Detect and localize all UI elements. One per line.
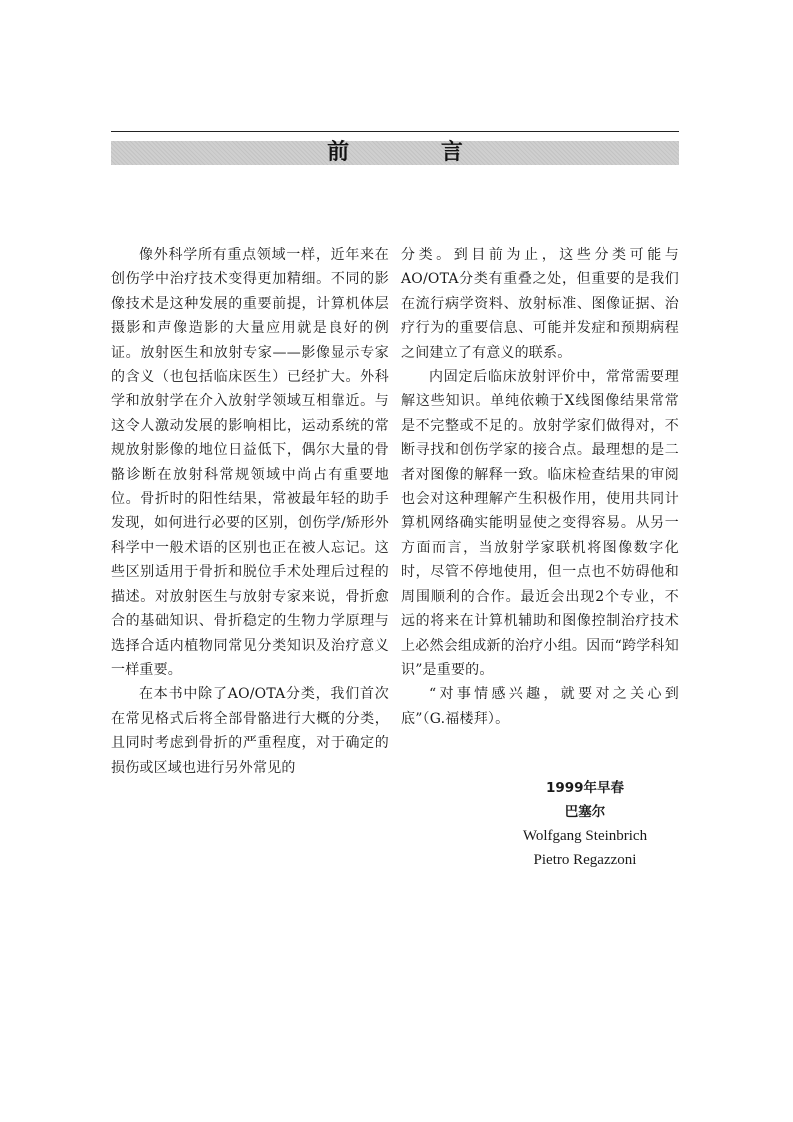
paragraph: 在本书中除了AO/OTA分类，我们首次在常见格式后将全部骨骼进行大概的分类，且同时考虑到骨折的严重程度，对于确定的损伤或区域也进行另外常见的 (111, 686, 389, 776)
left-column (111, 243, 389, 780)
signature-place: 巴塞尔 (564, 804, 606, 820)
page-title: 前 言 (327, 140, 505, 165)
right-column (401, 243, 679, 731)
quote-paragraph: “对事情感兴趣，就要对之关心到底”（G.福楼拜）。 (401, 686, 679, 727)
author-name: Wolfgang Steinbrich (522, 828, 648, 844)
top-rule (111, 131, 679, 132)
title-band (111, 141, 679, 165)
signature-date: 1999年早春 (545, 780, 625, 796)
signature-block (490, 776, 680, 872)
paragraph: 分类。到目前为止，这些分类可能与AO/OTA分类有重叠之处，但重要的是我们在流行病学资料、放射标准、图像证据、治疗行为的重要信息、可能并发症和预期病程之间建立了有意义的联系。 (401, 247, 679, 361)
author-name: Pietro Regazzoni (533, 852, 637, 868)
paragraph: 内固定后临床放射评价中，常常需要理解这些知识。单纯依赖于X线图像结果常常是不完整或不足的。放射学家们做得对，不断寻找和创伤学家的接合点。最理想的是二者对图像的解释一致。临床检查结果的审阅也会对这种理解产生积极作用，使用共同计算机网络确实能明显使之变得容易。从另一方面而言，当放射学家联机将图像数字化时，尽管不停地使用，但一点也不妨碍他和周围顺利的合作。最近会出现2个专业，不远的将来在计算机辅助和图像控制治疗技术上必然会组成新的治疗小组。因而“跨学科知识”是重要的。 (401, 369, 679, 678)
paragraph: 像外科学所有重点领域一样，近年来在创伤学中治疗技术变得更加精细。不同的影像技术是这种发展的重要前提，计算机体层摄影和声像造影的大量应用就是良好的例证。放射医生和放射专家——影像显示专家的含义（也包括临床医生）已经扩大。外科学和放射学在介入放射学领域互相靠近。与这令人激动发展的影响相比，运动系统的常规放射影像的地位日益低下，偶尔大量的骨骼诊断在放射科常规领域中尚占有重要地位。骨折时的阳性结果，常被最年轻的助手发现，如何进行必要的区别，创伤学/矫形外科学中一般术语的区别也正在被人忘记。这些区别适用于骨折和脱位手术处理后过程的描述。对放射医生与放射专家来说，骨折愈合的基础知识、骨折稳定的生物力学原理与选择合适内植物同常见分类知识及治疗意义一样重要。 (111, 247, 389, 678)
